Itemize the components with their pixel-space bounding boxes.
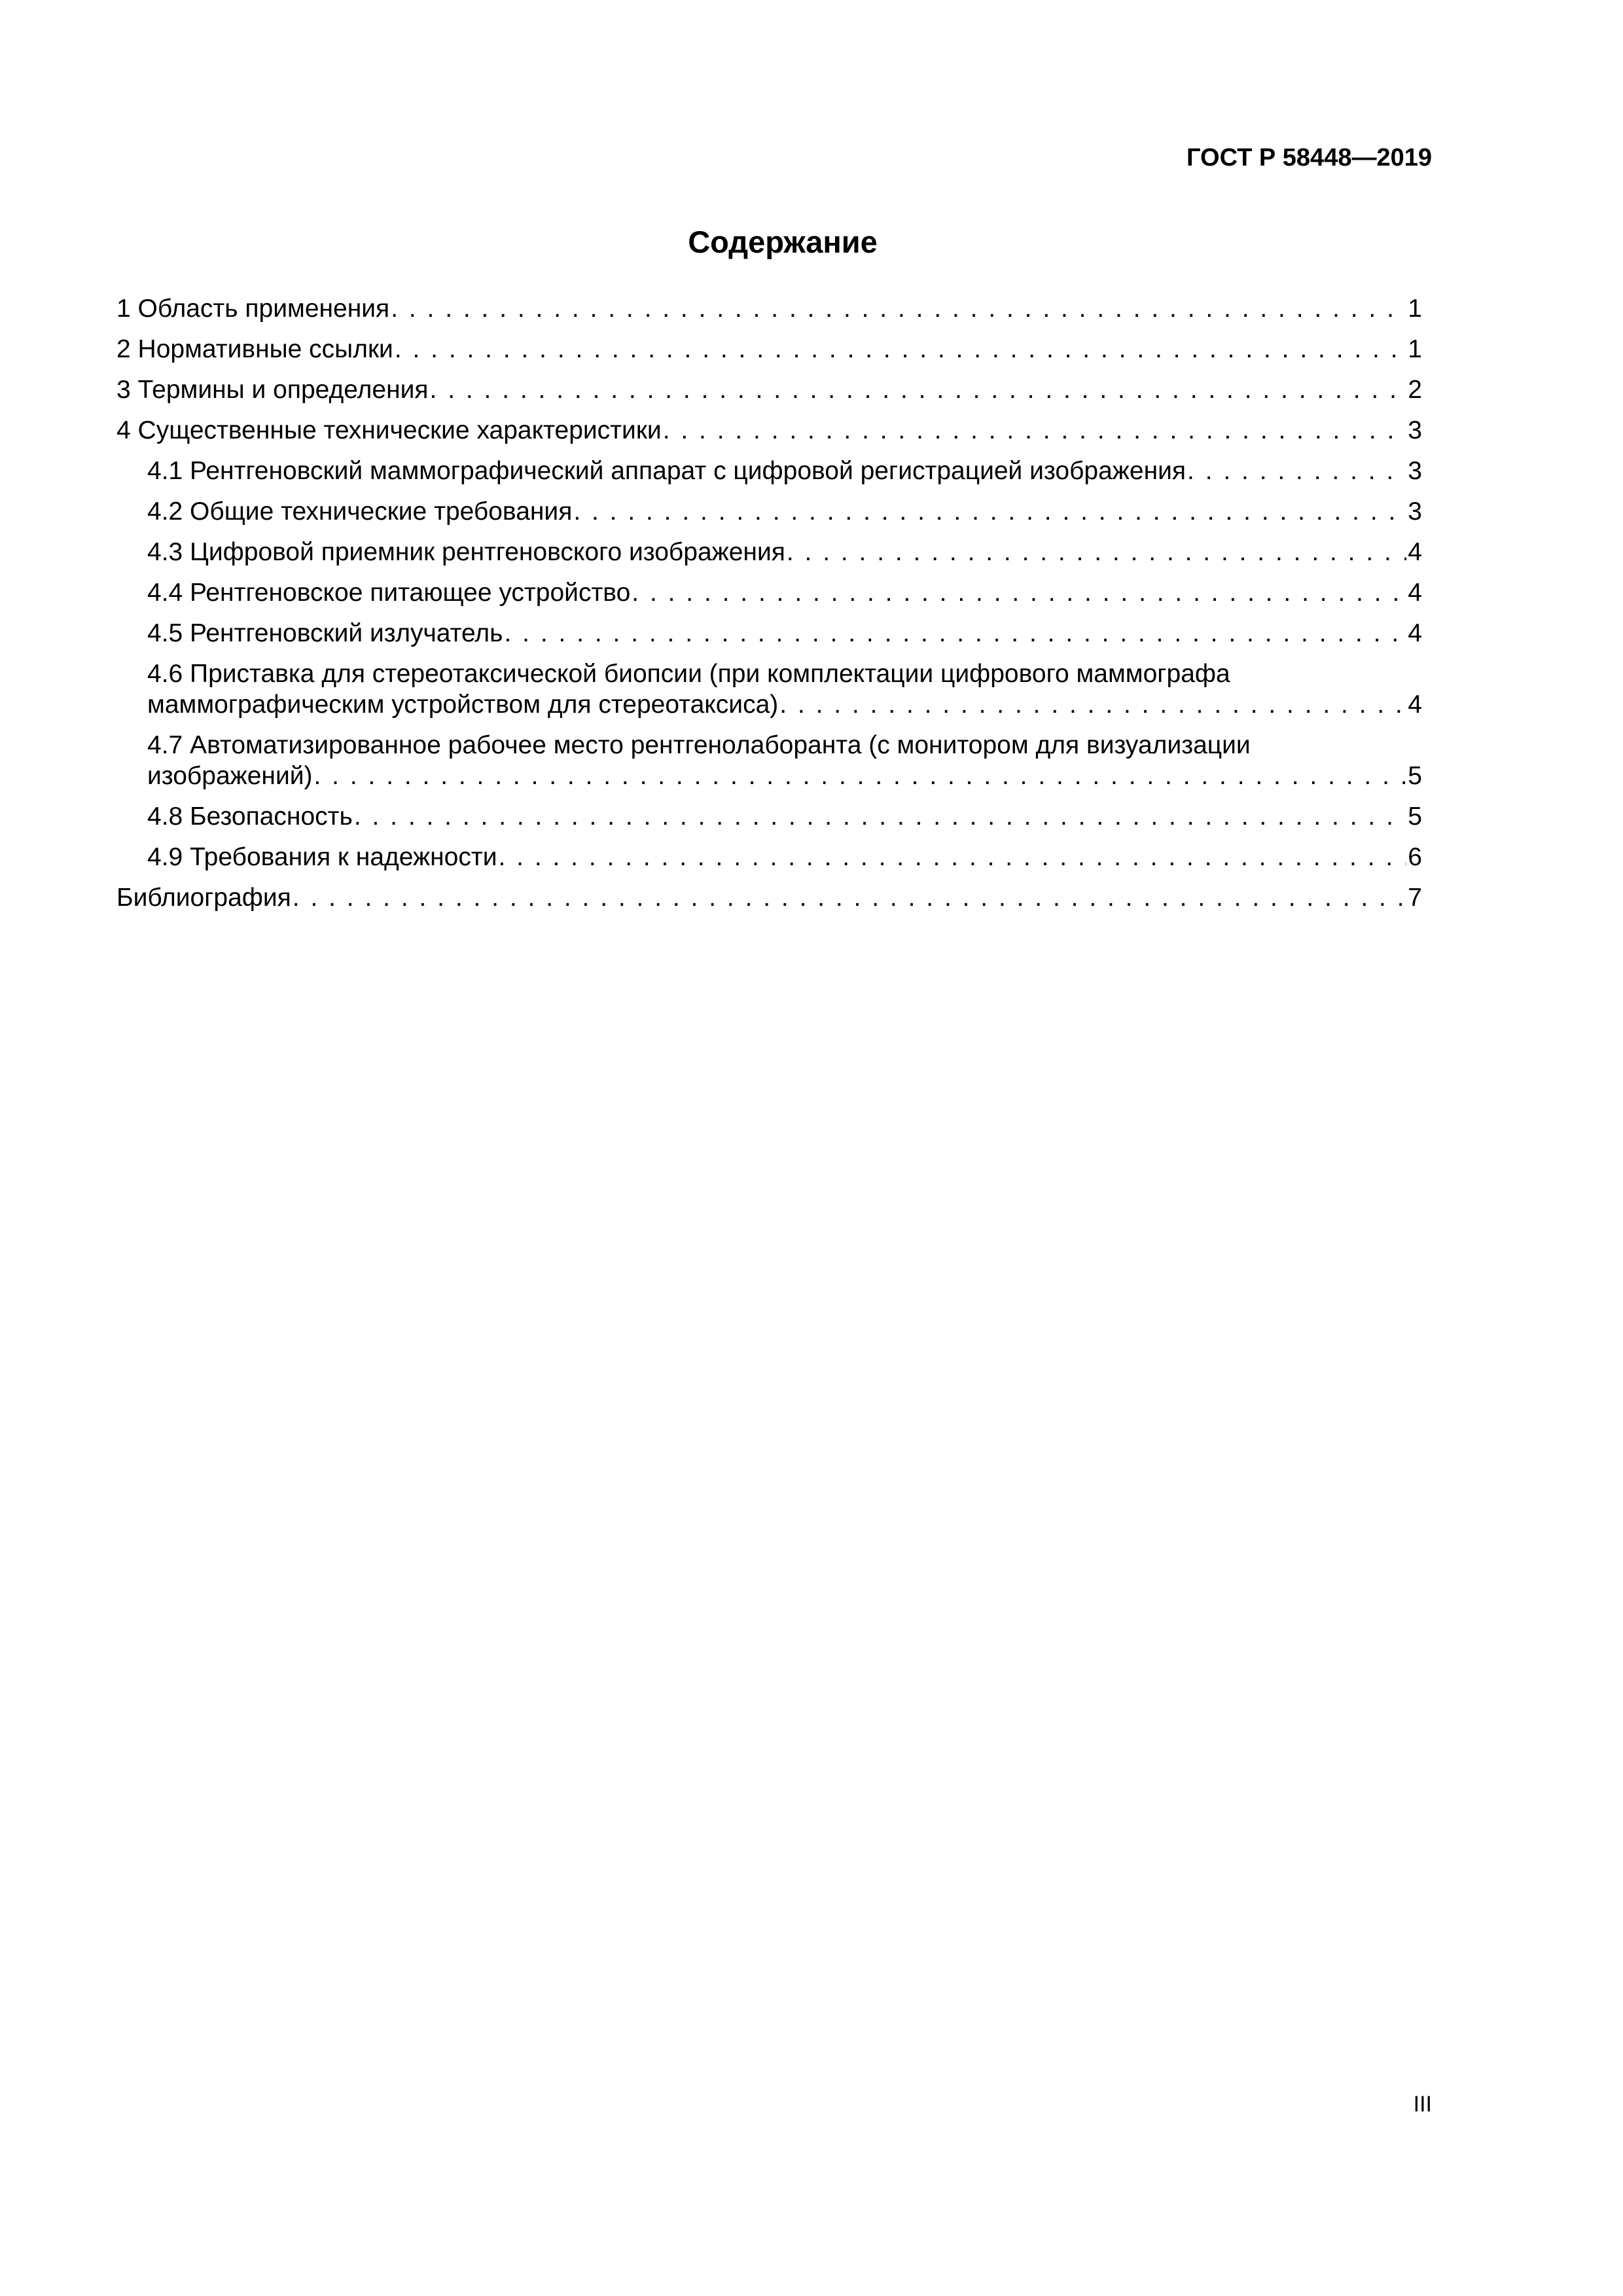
toc-entry-text: 4.5 Рентгеновский излучатель xyxy=(147,619,503,647)
toc-entry-4-9[interactable] xyxy=(147,842,1422,872)
toc-entry-text: 4.9 Требования к надежности xyxy=(147,843,497,871)
dot-leader xyxy=(787,537,1406,567)
toc-entry-page: 4 xyxy=(1408,691,1422,719)
toc-entry-bibliography[interactable] xyxy=(116,882,1422,913)
toc-entry-page: 2 xyxy=(1408,376,1422,404)
dot-leader xyxy=(632,577,1406,608)
dot-leader xyxy=(430,374,1407,405)
toc-entry-4-4[interactable] xyxy=(147,577,1422,608)
toc-entry-text: 4.4 Рентгеновское питающее устройство xyxy=(147,579,631,607)
toc-entry-page: 1 xyxy=(1408,335,1422,363)
dot-leader xyxy=(1187,456,1406,486)
page-number: III xyxy=(1413,2092,1432,2117)
toc-entry-3[interactable] xyxy=(116,374,1422,405)
dot-leader xyxy=(354,801,1406,832)
toc-entry-page: 5 xyxy=(1408,762,1422,790)
toc-entry-page: 3 xyxy=(1408,457,1422,485)
toc-entry-page: 3 xyxy=(1408,416,1422,444)
dot-leader xyxy=(391,293,1406,324)
toc-entry-4[interactable] xyxy=(116,415,1422,446)
dot-leader xyxy=(663,415,1407,446)
toc-entry-page: 1 xyxy=(1408,295,1422,323)
toc-entry-4-6[interactable] xyxy=(147,658,1422,720)
toc-entry-4-5[interactable] xyxy=(147,618,1422,649)
toc-entry-1[interactable] xyxy=(116,293,1422,324)
dot-leader xyxy=(395,334,1406,365)
dot-leader xyxy=(314,761,1407,791)
toc-entry-4-8[interactable] xyxy=(147,801,1422,832)
toc-entry-4-1[interactable] xyxy=(147,456,1422,486)
dot-leader xyxy=(293,882,1407,913)
toc-entry-page: 4 xyxy=(1408,538,1422,566)
toc-entry-text-line1: 4.6 Приставка для стереотаксической биопсии (при комплектации цифрового маммографа xyxy=(147,660,1230,688)
toc-entry-page: 4 xyxy=(1408,579,1422,607)
dot-leader xyxy=(499,842,1407,872)
toc-entry-text: 4.8 Безопасность xyxy=(147,802,353,831)
toc-title: Содержание xyxy=(688,224,878,259)
table-of-contents xyxy=(116,293,1422,923)
toc-entry-text: 3 Термины и определения xyxy=(116,376,429,404)
toc-entry-page: 7 xyxy=(1408,884,1422,912)
toc-entry-text: 4.2 Общие технические требования xyxy=(147,497,573,526)
toc-entry-text-line2: маммографическим устройством для стереотаксиса) xyxy=(147,691,779,719)
toc-entry-text: 1 Область применения xyxy=(116,295,390,323)
toc-entry-page: 6 xyxy=(1408,843,1422,871)
toc-entry-text: 4 Существенные технические характеристики xyxy=(116,416,662,444)
toc-entry-text: 2 Нормативные ссылки xyxy=(116,335,393,363)
toc-entry-text-line2: изображений) xyxy=(147,762,313,790)
toc-entry-text: Библиография xyxy=(116,884,291,912)
toc-entry-page: 4 xyxy=(1408,619,1422,647)
toc-entry-4-2[interactable] xyxy=(147,496,1422,527)
toc-entry-2[interactable] xyxy=(116,334,1422,365)
toc-entry-text: 4.3 Цифровой приемник рентгеновского изображения xyxy=(147,538,785,566)
toc-entry-text: 4.1 Рентгеновский маммографический аппарат с цифровой регистрацией изображения xyxy=(147,457,1186,485)
dot-leader xyxy=(505,618,1407,649)
toc-entry-page: 3 xyxy=(1408,497,1422,526)
toc-entry-4-3[interactable] xyxy=(147,537,1422,567)
dot-leader xyxy=(573,496,1406,527)
toc-entry-text-line1: 4.7 Автоматизированное рабочее место рентгенолаборанта (с монитором для визуализации xyxy=(147,731,1251,759)
dot-leader xyxy=(779,689,1406,720)
toc-entry-4-7[interactable] xyxy=(147,730,1422,791)
toc-entry-page: 5 xyxy=(1408,802,1422,831)
document-code: ГОСТ Р 58448—2019 xyxy=(1186,144,1432,171)
